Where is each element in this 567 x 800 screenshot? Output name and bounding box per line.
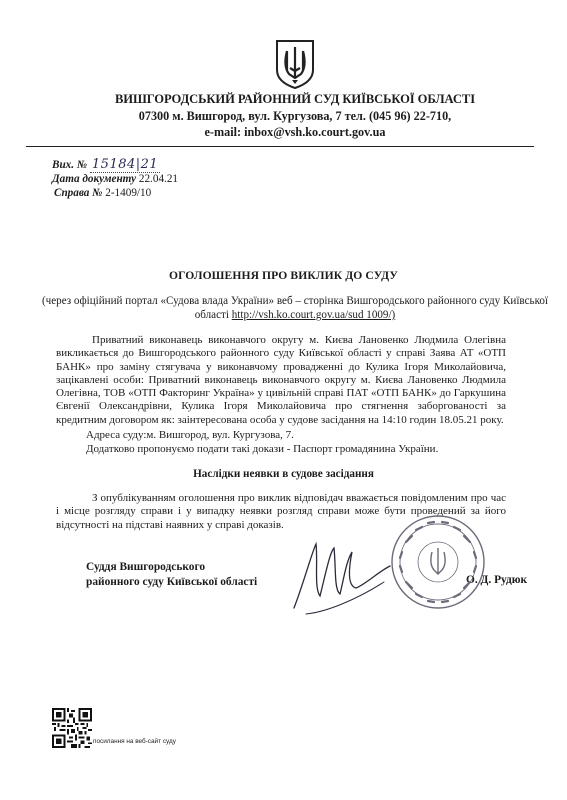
qr-code-icon[interactable] xyxy=(52,708,92,748)
outgoing-number-label: Вих. № xyxy=(52,159,88,171)
header-divider xyxy=(26,146,534,147)
court-email: e-mail: inbox@vsh.ko.court.gov.ua xyxy=(204,125,386,139)
consequences-body-text: З опублікуванням оголошення про виклик відповідач вважається повідомленим про час і місце розгляду справи і у випадку неявки розгляд справи може бути проведений за його відсутності на підставі наявних у справі доказів. xyxy=(56,492,506,531)
court-address: 07300 м. Вишгород, вул. Кургузова, 7 тел. (045 96) 22-710, xyxy=(138,109,452,123)
consequences-title: Наслідки неявки в судове засідання xyxy=(193,468,374,480)
judge-title-line1: Суддя Вишгородського xyxy=(86,561,206,573)
document-date xyxy=(52,174,178,185)
case-number-value: 2-1409/10 xyxy=(105,187,152,199)
outgoing-number-value: 15184|21 xyxy=(91,157,159,172)
document-date-value: 22.04.21 xyxy=(138,173,179,185)
judge-title-line2: районного суду Київської області xyxy=(86,576,258,588)
court-address-line: Адреса суду:м. Вишгород, вул. Кургузова, 7. xyxy=(86,429,294,441)
notice-body-text: Приватний виконавець виконавчого округу м. Києва Лановенко Людмила Олегівна викликається до Вишгородського районного суду Київської області у справі Заява АТ «ОТП БАНК» про заміну стягувача у виконавчому провадженні до Кулика Ігоря Миколайовича, зацікавлені особи: Приватний виконавець виконавчого округу м. Києва Лановенко Людмила Олегівна, ТОВ «ОТП Факторинг Україна» у цивільній справі ПАТ «ОТП БАНК» до Гаркушина Євгенії Олександрівни, Кулика Ігоря Миколайовича про стягнення заборгованості за кредитним договором як: заінтересована особа у судове засідання на 14:10 годин 18.05.21 року. xyxy=(56,334,506,426)
document-date-label: Дата документу xyxy=(52,173,137,185)
qr-code-label: посилання на веб-сайт суду xyxy=(93,738,176,745)
portal-link[interactable]: http://vsh.ko.court.gov.ua/sud 1009/) xyxy=(231,309,396,321)
case-number-label: Справа № xyxy=(54,187,103,199)
official-stamp xyxy=(388,512,488,612)
judge-title xyxy=(86,560,257,590)
handwritten-signature xyxy=(286,522,396,632)
portal-text: (через офіційний портал «Судова влада України» веб – сторінка Вишгородського районного суду Київської області xyxy=(41,295,549,321)
outgoing-number xyxy=(52,158,160,171)
case-number xyxy=(54,188,151,199)
documents-line: Додатково пропонуємо подати такі докази - Паспорт громадянина України. xyxy=(86,443,439,455)
judge-name: О. Д. Рудюк xyxy=(466,574,528,586)
court-name: ВИШГОРОДСЬКИЙ РАЙОННИЙ СУД КИЇВСЬКОЇ ОБЛАСТІ xyxy=(114,92,476,106)
portal-note xyxy=(40,294,550,322)
coat-of-arms-icon xyxy=(274,38,316,90)
notice-body xyxy=(56,334,506,427)
notice-title: ОГОЛОШЕННЯ ПРО ВИКЛИК ДО СУДУ xyxy=(168,269,399,282)
